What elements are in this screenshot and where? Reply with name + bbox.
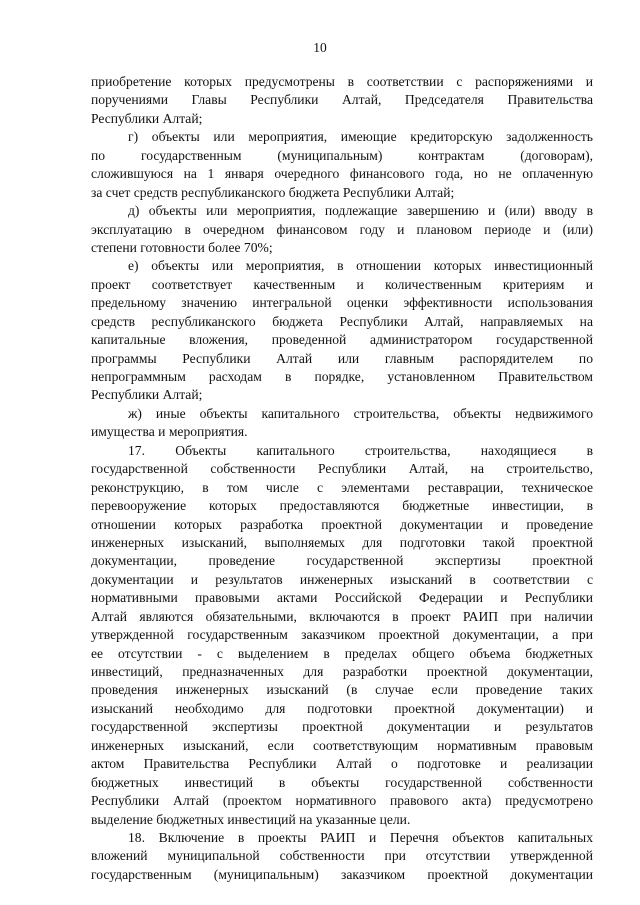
text-line: изысканий необходимо для подготовки проектной документации) и bbox=[91, 700, 593, 716]
text-line: государственной экспертизы проектной документации и результатов bbox=[91, 719, 593, 735]
text-line: реконструкцию, в том числе с элементами реставрации, техническое bbox=[91, 479, 593, 495]
text-line: актом Правительства Республики Алтай о подготовке и реализации bbox=[91, 756, 593, 772]
text-line: Республики Алтай; bbox=[91, 387, 203, 403]
text-line: д) объекты или мероприятия, подлежащие завершению и (или) вводу в bbox=[128, 203, 593, 219]
text-line: капитальные вложения, проведенной администратором государственной bbox=[91, 332, 593, 348]
text-line: перевооружение которых предоставляются бюджетные инвестиции, в bbox=[91, 498, 593, 514]
text-line: г) объекты или мероприятия, имеющие кредиторскую задолженность bbox=[128, 129, 593, 145]
text-line: проведения инженерных изысканий (в случае если проведение таких bbox=[91, 682, 593, 698]
text-line: средств республиканского бюджета Республики Алтай, направляемых на bbox=[91, 313, 593, 329]
text-line: инженерных изысканий, если соответствующим нормативным правовым bbox=[91, 737, 593, 753]
text-line: Республики Алтай; bbox=[91, 110, 203, 126]
text-line: отношении которых разработка проектной документации и проведение bbox=[91, 516, 593, 532]
text-line: Алтай являются обязательными, включаются в проект РАИП при наличии bbox=[91, 608, 593, 624]
page-number: 10 bbox=[313, 40, 327, 55]
text-line: приобретение которых предусмотрены в соответствии с распоряжениями и bbox=[91, 74, 593, 89]
text-line: бюджетных инвестиций в объекты государственной собственности bbox=[91, 774, 593, 790]
text-line: документации, проведение государственной экспертизы проектной bbox=[91, 553, 593, 569]
text-line: имущества и мероприятия. bbox=[91, 424, 248, 440]
text-line: непрограммным расходам в порядке, установленном Правительством bbox=[91, 369, 593, 384]
text-line: документации и результатов инженерных изысканий в соответствии с bbox=[91, 571, 593, 587]
text-line: государственной собственности Республики Алтай, на строительство, bbox=[91, 461, 593, 477]
text-line: выделение бюджетных инвестиций на указанные цели. bbox=[91, 811, 411, 827]
text-line: нормативными правовыми актами Российской Федерации и Республики bbox=[91, 590, 593, 606]
text-line: поручениями Главы Республики Алтай, Председателя Правительства bbox=[91, 92, 593, 108]
document-body bbox=[91, 73, 593, 884]
text-line: 17. Объекты капитального строительства, находящиеся в bbox=[128, 442, 593, 458]
text-line: ее отсутствии - с выделением в пределах общего объема бюджетных bbox=[91, 645, 593, 661]
text-line: проект соответствует качественным и количественным критериям и bbox=[91, 276, 593, 292]
text-line: сложившуюся на 1 января очередного финансового года, но не оплаченную bbox=[91, 166, 593, 182]
text-line: степени готовности более 70%; bbox=[91, 239, 273, 255]
text-line: Республики Алтай (проектом нормативного правового акта) предусмотрено bbox=[91, 793, 593, 809]
text-line: по государственным (муниципальным) контрактам (договорам), bbox=[91, 147, 593, 163]
text-line: эксплуатацию в очередном финансовом году и плановом периоде и (или) bbox=[91, 221, 593, 237]
text-line: е) объекты или мероприятия, в отношении которых инвестиционный bbox=[128, 258, 593, 274]
text-line: инженерных изысканий, выполняемых для подготовки такой проектной bbox=[91, 534, 593, 550]
text-line: утвержденной государственным заказчиком проектной документации, а при bbox=[91, 627, 593, 643]
text-line: предельному значению интегральной оценки эффективности использования bbox=[91, 295, 593, 311]
text-line: вложений муниципальной собственности при отсутствии утвержденной bbox=[91, 848, 593, 864]
text-line: инвестиций, предназначенных для разработки проектной документации, bbox=[91, 664, 593, 679]
text-line: программы Республики Алтай или главным распорядителем по bbox=[91, 350, 593, 366]
text-line: 18. Включение в проекты РАИП и Перечня объектов капитальных bbox=[128, 829, 593, 845]
text-line: ж) иные объекты капитального строительства, объекты недвижимого bbox=[128, 405, 593, 421]
text-line: государственным (муниципальным) заказчиком проектной документации bbox=[91, 866, 593, 882]
text-line: за счет средств республиканского бюджета Республики Алтай; bbox=[91, 184, 455, 200]
